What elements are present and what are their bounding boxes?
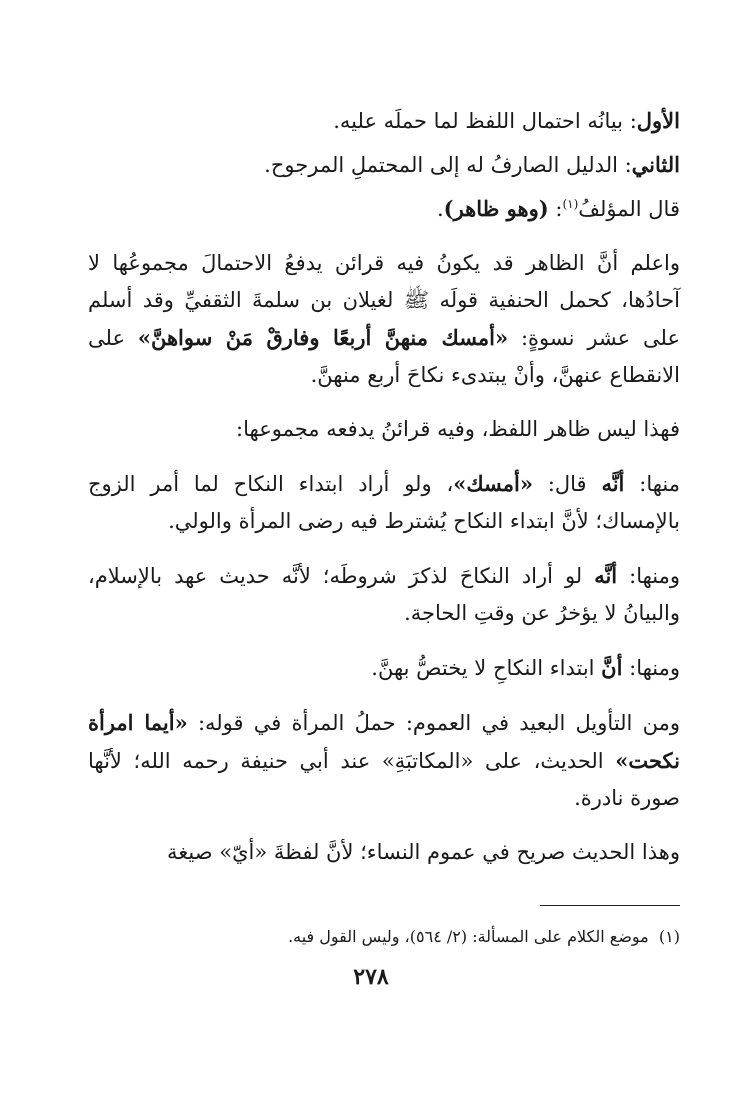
term-second: الثاني — [631, 152, 680, 177]
paragraph-hadith-explicit — [88, 834, 680, 871]
author-quote-bold: (وهو ظاهر) — [443, 196, 549, 221]
paragraph-among-them-3 — [88, 649, 680, 687]
among-1-pre: منها: — [624, 472, 680, 496]
author-label: قال المؤلفُ — [578, 197, 680, 221]
among-2-pre: ومنها: — [617, 564, 680, 588]
paragraph-second — [88, 146, 680, 184]
paragraph-know — [88, 245, 680, 394]
far-hadith-quote: «أيما امرأة نكحت» — [88, 710, 680, 773]
paragraph-among-them-2 — [88, 557, 680, 632]
not-apparent-text: فهذا ليس ظاهر اللفظ، وفيه قرائنُ يدفعه مجموعها: — [236, 417, 680, 441]
among-1-bold1: أنَّه — [601, 471, 625, 496]
paragraph-far-interpretation — [88, 704, 680, 817]
text-first: : بيانُه احتمال اللفظ لما حملَه عليه. — [333, 109, 637, 133]
among-3-bold: أنَّ — [601, 655, 623, 680]
footnote-number: (١) — [658, 927, 680, 946]
page-body — [88, 102, 680, 871]
footnote — [90, 925, 680, 949]
author-period: . — [436, 197, 444, 221]
among-3-pre: ومنها: — [622, 656, 680, 680]
among-2-text: لو أراد النكاحَ لذكرَ شروطَه؛ لأنَّه حديث عهد بالإسلام، والبيانُ لا يؤخرُ عن وقتِ الحاجة. — [88, 564, 680, 625]
hadith-explicit-text: وهذا الحديث صريح في عموم النساء؛ لأنَّ لفظةَ «أيّ» صيغة — [167, 840, 680, 864]
far-text-a: ومن التأويل البعيد في العموم: حملُ المرأة في قوله: — [187, 711, 680, 735]
hadith-quote: «أمسك منهنَّ أربعًا وفارقْ مَنْ سواهنَّ» — [137, 325, 509, 350]
author-colon: : — [548, 197, 563, 221]
page-number: ٢٧٨ — [353, 964, 389, 990]
footnote-text: موضع الكلام على المسألة: (٢/ ٥٦٤)، وليس القول فيه. — [288, 927, 649, 946]
footnote-divider — [540, 905, 680, 906]
know-text-a: واعلم أنَّ الظاهر قد يكونُ فيه قرائن يدفعُ الاحتمالَ مجموعُها لا آحادُها، كحمل الحنفية قولَه ﷺ لغيلان بن سلمةَ الثقفيِّ وقد أسلم على عشر نسوةٍ: — [88, 251, 680, 350]
among-1-a: قال: — [532, 472, 602, 496]
paragraph-first — [88, 102, 680, 140]
among-1-b: ، ولو أراد ابتداء النكاح لما أمر الزوج بالإمساك؛ لأنَّ ابتداء النكاح يُشترط فيه رضى المرأة والولي. — [88, 472, 680, 533]
know-text-b: على الانقطاع عنهنَّ، وأنْ يبتدىء نكاحَ أربع منهنَّ. — [88, 326, 680, 387]
term-first: الأول — [636, 108, 680, 133]
among-2-bold: أنَّه — [594, 563, 618, 588]
paragraph-among-them-1 — [88, 465, 680, 540]
text-second: : الدليل الصارفُ له إلى المحتملِ المرجوح. — [264, 153, 632, 177]
paragraph-author-quote — [88, 190, 680, 228]
footnote-marker: (١) — [562, 197, 579, 211]
paragraph-not-apparent — [88, 411, 680, 448]
among-3-text: ابتداء النكاحِ لا يختصُّ بهنَّ. — [371, 656, 602, 680]
among-1-bold2: «أمسك» — [453, 471, 533, 496]
far-text-b: الحديث، على «المكاتبَةِ» عند أبي حنيفة رحمه الله؛ لأنَّها صورة نادرة. — [88, 749, 680, 810]
